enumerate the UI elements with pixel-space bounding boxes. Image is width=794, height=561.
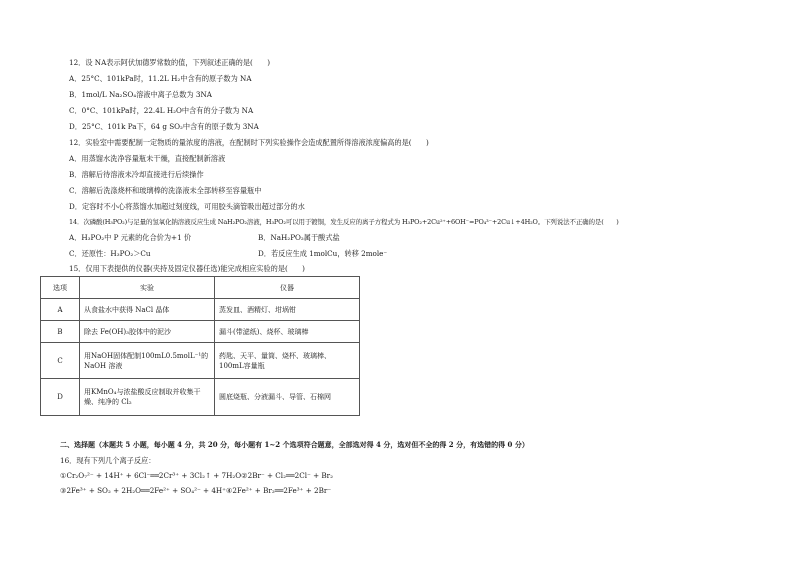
table-row: [41, 299, 360, 321]
question-12a-option-c: C．0°C、101kPa时，22.4L H₂O中含有的分子数为 NA: [69, 106, 254, 115]
table-header-row: [41, 277, 360, 299]
question-13-stem: 12．实验室中需要配制一定物质的量浓度的溶液，在配制时下列实验操作会造成配置所得溶液浓度偏高的是( ): [69, 138, 429, 147]
row-option: D: [41, 379, 80, 416]
header-instruments: 仪器: [215, 277, 360, 299]
question-14-stem: 14．次磷酸(H₃PO₂)与足量的氢氧化钠溶液反应生成 NaH₂PO₂溶液，H₃PO₂可以用于镀铜，发生反应的离子方程式为 H₃PO₂+2Cu²⁺+6OH⁻=PO₄³⁻+2Cu↓+4H₂O。下列说法不正确的是( ): [69, 218, 619, 226]
question-13-option-c: C．溶解后洗涤烧杯和玻璃棒的洗涤液未全部转移至容量瓶中: [69, 186, 262, 195]
question-13-option-d: D．定容时不小心将蒸馏水加超过刻度线，可用胶头滴管吸出超过部分的水: [69, 202, 305, 211]
row-experiment: 从食盐水中获得 NaCl 晶体: [80, 299, 215, 321]
question-15-stem: 15．仅用下表提供的仪器(夹持及固定仪器任选)能完成相应实验的是( ): [69, 264, 305, 273]
header-option: 选项: [41, 277, 80, 299]
question-12a-option-b: B．1mol/L Na₂SO₄溶液中离子总数为 3NA: [69, 90, 212, 99]
question-14-option-c: C．还原性：H₃PO₂＞Cu: [69, 249, 151, 258]
row-experiment: 用KMnO₄与浓盐酸反应制取并收集干燥、纯净的 Cl₂: [80, 379, 215, 416]
question-14-option-b: B．NaH₂PO₂属于酸式盐: [258, 233, 340, 242]
question-14-option-d: D．若反应生成 1molCu，转移 2mole⁻: [258, 249, 388, 258]
table-row: [41, 379, 360, 416]
row-instruments: 药匙、天平、量筒、烧杯、玻璃棒、100mL容量瓶: [215, 343, 360, 379]
question-12a-option-d: D．25°C、101k Pa下，64 g SO₂中含有的原子数为 3NA: [69, 122, 259, 131]
section-2-heading: 二、选择题（本题共 5 小题，每小题 4 分，共 20 分，每小题有 1~2 个选项符合题意，全部选对得 4 分，选对但不全的得 2 分，有选错的得 0 分）: [60, 440, 529, 449]
question-14-option-a: A．H₃PO₂中 P 元素的化合价为+1 价: [69, 233, 192, 242]
header-experiment: 实验: [80, 277, 215, 299]
question-13-option-a: A．用蒸馏水洗净容量瓶未干燥，直接配制新溶液: [69, 154, 226, 163]
question-16-stem: 16．现有下列几个离子反应：: [60, 456, 156, 465]
question-16-reactions-line-1: ①Cr₂O₇²⁻ + 14H⁺ + 6Cl⁻══2Cr³⁺ + 3Cl₂↑ + 7H₂O②2Br⁻ + Cl₂══2Cl⁻ + Br₂: [60, 471, 333, 480]
question-13-option-b: B．溶解后待溶液未冷却直接进行后续操作: [69, 170, 204, 179]
table-row: [41, 321, 360, 343]
table-row: [41, 343, 360, 379]
row-instruments: 圆底烧瓶、分液漏斗、导管、石棉网: [215, 379, 360, 416]
row-instruments: 蒸发皿、酒精灯、坩埚钳: [215, 299, 360, 321]
row-experiment: 用NaOH固体配制100mL0.5molL⁻¹的NaOH 溶液: [80, 343, 215, 379]
question-12a-option-a: A．25°C、101kPa时，11.2L H₂中含有的原子数为 NA: [69, 74, 252, 83]
row-instruments: 漏斗(带滤纸)、烧杯、玻璃棒: [215, 321, 360, 343]
experiment-table: [40, 276, 360, 416]
row-option: B: [41, 321, 80, 343]
row-option: C: [41, 343, 80, 379]
question-16-reactions-line-2: ③2Fe³⁺ + SO₂ + 2H₂O══2Fe²⁺ + SO₄²⁻ + 4H⁺④2Fe²⁺ + Br₂══2Fe³⁺ + 2Br⁻: [60, 486, 332, 495]
row-option: A: [41, 299, 80, 321]
question-12a-stem: 12．设 NA表示阿伏加德罗常数的值，下列叙述正确的是( ): [69, 58, 271, 67]
row-experiment: 除去 Fe(OH)₃胶体中的泥沙: [80, 321, 215, 343]
